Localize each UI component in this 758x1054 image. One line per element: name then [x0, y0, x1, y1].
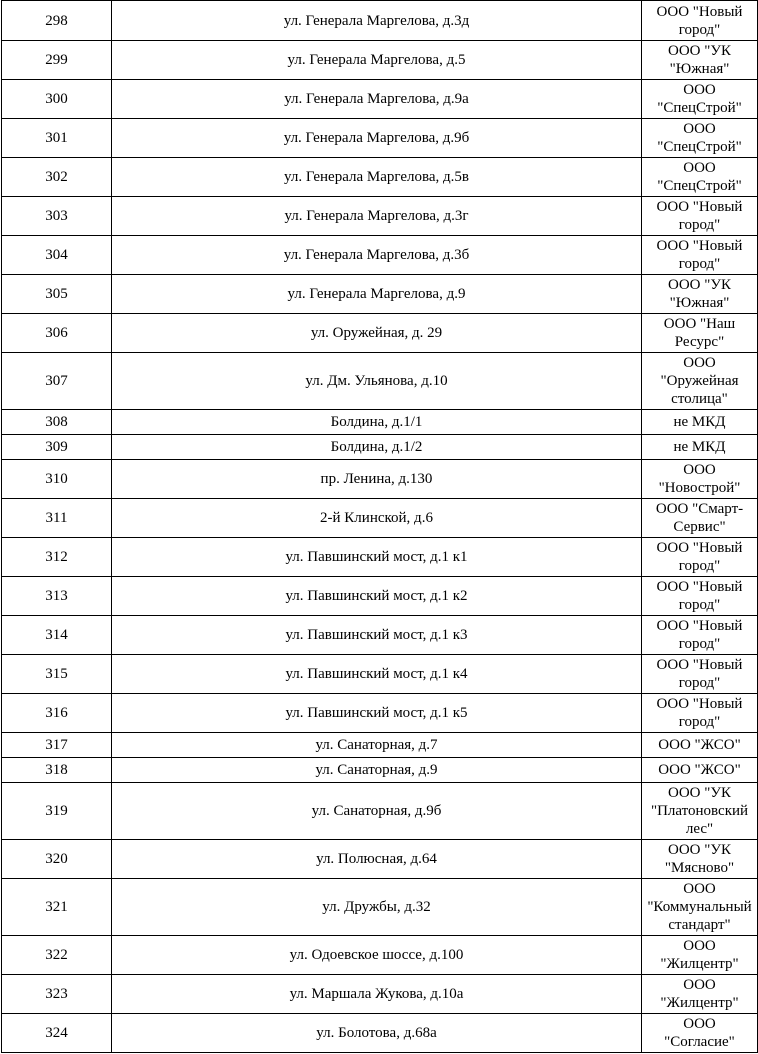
management-company-cell: ООО "Наш Ресурс": [642, 314, 758, 353]
row-number-cell: 312: [2, 538, 112, 577]
management-company-cell: ООО "Новый город": [642, 197, 758, 236]
address-cell: ул. Генерала Маргелова, д.5: [112, 41, 642, 80]
row-number-cell: 298: [2, 1, 112, 41]
row-number-cell: 317: [2, 733, 112, 758]
row-number-cell: 319: [2, 783, 112, 840]
table-row: [2, 733, 758, 758]
row-number-cell: 308: [2, 410, 112, 435]
address-cell: ул. Генерала Маргелова, д.3б: [112, 236, 642, 275]
row-number-cell: 318: [2, 758, 112, 783]
management-company-cell: ООО "Жилцентр": [642, 975, 758, 1014]
address-cell: ул. Генерала Маргелова, д.3г: [112, 197, 642, 236]
management-company-cell: ООО "Новый город": [642, 694, 758, 733]
table-row: [2, 158, 758, 197]
table-row: [2, 1014, 758, 1053]
table-row: [2, 879, 758, 936]
table-row: [2, 119, 758, 158]
management-company-cell: ООО "УК "Южная": [642, 275, 758, 314]
address-cell: ул. Санаторная, д.9б: [112, 783, 642, 840]
row-number-cell: 316: [2, 694, 112, 733]
management-company-cell: ООО "УК "Южная": [642, 41, 758, 80]
table-row: [2, 499, 758, 538]
row-number-cell: 309: [2, 435, 112, 460]
address-cell: ул. Полюсная, д.64: [112, 840, 642, 879]
table-row: [2, 975, 758, 1014]
management-company-cell: ООО "Смарт- Сервис": [642, 499, 758, 538]
row-number-cell: 307: [2, 353, 112, 410]
address-cell: ул. Санаторная, д.7: [112, 733, 642, 758]
management-company-cell: ООО "Новый город": [642, 1, 758, 41]
housing-table-body: [2, 1, 758, 1053]
address-cell: ул. Дружбы, д.32: [112, 879, 642, 936]
table-row: [2, 197, 758, 236]
management-company-cell: ООО "Коммунальный стандарт": [642, 879, 758, 936]
table-row: [2, 616, 758, 655]
address-cell: ул. Генерала Маргелова, д.9а: [112, 80, 642, 119]
table-row: [2, 783, 758, 840]
row-number-cell: 323: [2, 975, 112, 1014]
row-number-cell: 322: [2, 936, 112, 975]
address-cell: ул. Генерала Маргелова, д.9: [112, 275, 642, 314]
address-cell: пр. Ленина, д.130: [112, 460, 642, 499]
address-cell: ул. Одоевское шоссе, д.100: [112, 936, 642, 975]
management-company-cell: ООО "ЖСО": [642, 758, 758, 783]
management-company-cell: ООО "Жилцентр": [642, 936, 758, 975]
table-row: [2, 758, 758, 783]
row-number-cell: 321: [2, 879, 112, 936]
management-company-cell: ООО "Согласие": [642, 1014, 758, 1053]
table-row: [2, 1, 758, 41]
table-row: [2, 41, 758, 80]
management-company-cell: ООО "Оружейная столица": [642, 353, 758, 410]
management-company-cell: ООО "Новый город": [642, 236, 758, 275]
row-number-cell: 304: [2, 236, 112, 275]
table-row: [2, 80, 758, 119]
address-cell: ул. Санаторная, д.9: [112, 758, 642, 783]
row-number-cell: 301: [2, 119, 112, 158]
row-number-cell: 299: [2, 41, 112, 80]
row-number-cell: 311: [2, 499, 112, 538]
address-cell: Болдина, д.1/1: [112, 410, 642, 435]
address-cell: ул. Павшинский мост, д.1 к1: [112, 538, 642, 577]
row-number-cell: 300: [2, 80, 112, 119]
management-company-cell: ООО "УК "Платоновский лес": [642, 783, 758, 840]
row-number-cell: 310: [2, 460, 112, 499]
table-row: [2, 694, 758, 733]
management-company-cell: ООО "Новый город": [642, 538, 758, 577]
management-company-cell: ООО "ЖСО": [642, 733, 758, 758]
management-company-cell: ООО "Новый город": [642, 616, 758, 655]
table-row: [2, 538, 758, 577]
address-cell: ул. Павшинский мост, д.1 к3: [112, 616, 642, 655]
address-cell: ул. Генерала Маргелова, д.5в: [112, 158, 642, 197]
table-row: [2, 353, 758, 410]
management-company-cell: ООО "УК "Мясново": [642, 840, 758, 879]
management-company-cell: ООО "Новострой": [642, 460, 758, 499]
address-cell: ул. Болотова, д.68а: [112, 1014, 642, 1053]
row-number-cell: 314: [2, 616, 112, 655]
address-cell: ул. Генерала Маргелова, д.9б: [112, 119, 642, 158]
housing-table: [1, 0, 758, 1053]
table-row: [2, 435, 758, 460]
table-row: [2, 410, 758, 435]
row-number-cell: 305: [2, 275, 112, 314]
management-company-cell: не МКД: [642, 435, 758, 460]
row-number-cell: 313: [2, 577, 112, 616]
address-cell: ул. Дм. Ульянова, д.10: [112, 353, 642, 410]
address-cell: ул. Павшинский мост, д.1 к4: [112, 655, 642, 694]
row-number-cell: 303: [2, 197, 112, 236]
address-cell: ул. Генерала Маргелова, д.3д: [112, 1, 642, 41]
table-row: [2, 460, 758, 499]
management-company-cell: не МКД: [642, 410, 758, 435]
address-cell: 2-й Клинской, д.6: [112, 499, 642, 538]
table-row: [2, 236, 758, 275]
table-row: [2, 577, 758, 616]
table-row: [2, 314, 758, 353]
management-company-cell: ООО "СпецСтрой": [642, 158, 758, 197]
table-row: [2, 936, 758, 975]
address-cell: Болдина, д.1/2: [112, 435, 642, 460]
row-number-cell: 315: [2, 655, 112, 694]
table-row: [2, 655, 758, 694]
management-company-cell: ООО "СпецСтрой": [642, 80, 758, 119]
address-cell: ул. Павшинский мост, д.1 к5: [112, 694, 642, 733]
address-cell: ул. Оружейная, д. 29: [112, 314, 642, 353]
row-number-cell: 320: [2, 840, 112, 879]
table-row: [2, 275, 758, 314]
address-cell: ул. Павшинский мост, д.1 к2: [112, 577, 642, 616]
management-company-cell: ООО "Новый город": [642, 577, 758, 616]
address-cell: ул. Маршала Жукова, д.10а: [112, 975, 642, 1014]
row-number-cell: 306: [2, 314, 112, 353]
row-number-cell: 302: [2, 158, 112, 197]
management-company-cell: ООО "Новый город": [642, 655, 758, 694]
management-company-cell: ООО "СпецСтрой": [642, 119, 758, 158]
table-row: [2, 840, 758, 879]
row-number-cell: 324: [2, 1014, 112, 1053]
